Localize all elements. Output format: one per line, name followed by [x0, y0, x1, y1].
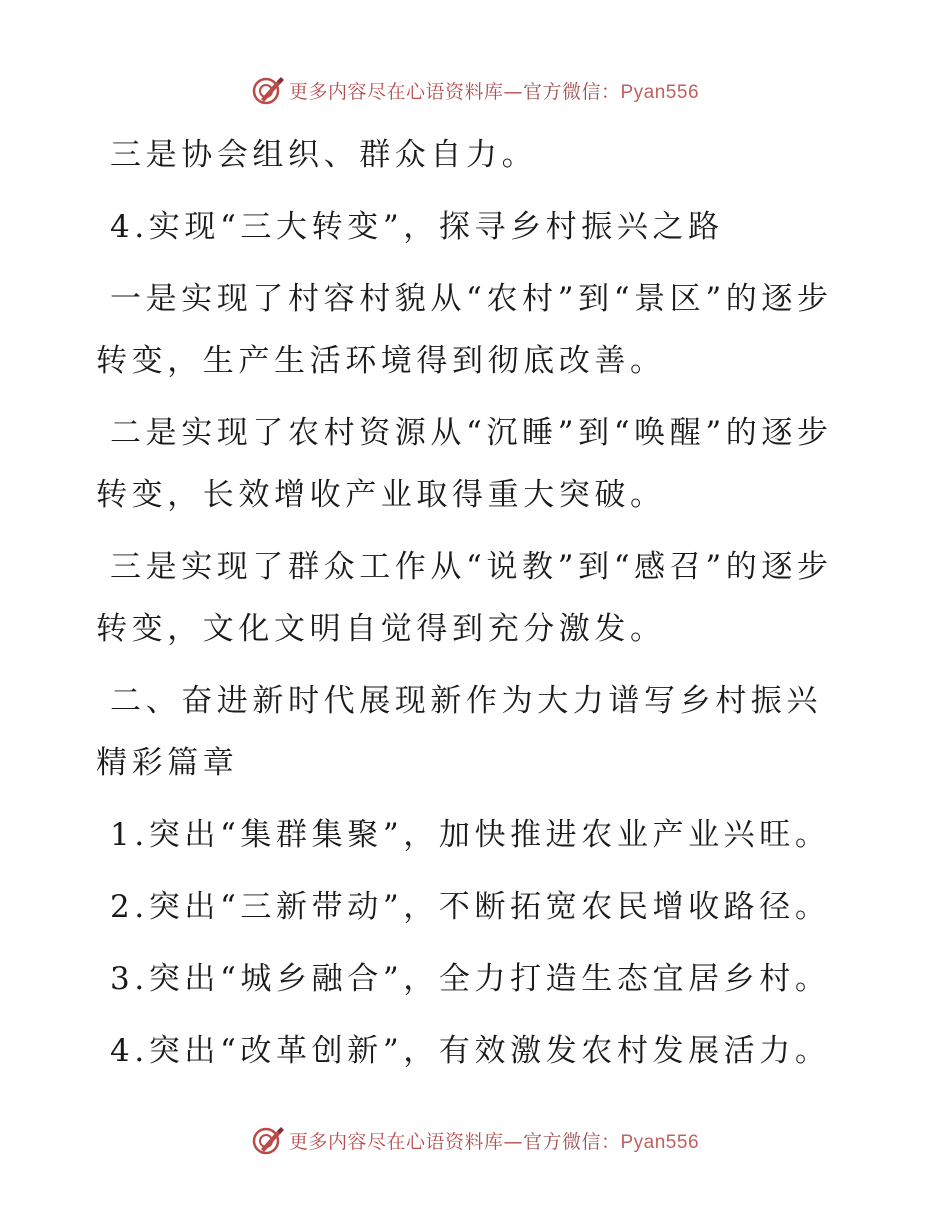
paragraph: 三是协会组织、群众自力。	[110, 137, 538, 173]
banner-wechat-label: 官方微信：	[522, 80, 621, 103]
pen-logo-icon	[251, 73, 285, 107]
banner-dash: —	[503, 1130, 523, 1153]
list-item: 3.突出“城乡融合”，全力打造生态宜居乡村。	[110, 961, 831, 997]
paragraph: 二是实现了农村资源从“沉睡”到“唤醒”的逐步转变，长效增收产业取得重大突破。	[96, 415, 833, 513]
list-item: 1.突出“集群集聚”，加快推进农业产业兴旺。	[110, 817, 831, 853]
banner-text	[289, 1127, 699, 1154]
section-heading: 二、奋进新时代展现新作为大力谱写乡村振兴精彩篇章	[96, 683, 822, 781]
pen-logo-icon	[251, 1123, 285, 1157]
banner-dash: —	[503, 80, 523, 103]
footer-banner	[0, 1120, 950, 1160]
banner-wechat-id: Pyan556	[620, 1131, 700, 1153]
banner-wechat-id: Pyan556	[620, 81, 700, 103]
section-heading: 4.实现“三大转变”，探寻乡村振兴之路	[110, 209, 724, 245]
document-body	[96, 124, 836, 1092]
list-item: 2.突出“三新带动”，不断拓宽农民增收路径。	[110, 889, 831, 925]
paragraph: 一是实现了村容村貌从“农村”到“景区”的逐步转变，生产生活环境得到彻底改善。	[96, 281, 833, 379]
list-item: 4.突出“改革创新”，有效激发农村发展活力。	[110, 1033, 831, 1069]
banner-text	[289, 77, 699, 104]
header-banner	[0, 70, 950, 110]
paragraph: 三是实现了群众工作从“说教”到“感召”的逐步转变，文化文明自觉得到充分激发。	[96, 549, 833, 647]
banner-main-text: 更多内容尽在心语资料库	[288, 80, 504, 103]
banner-main-text: 更多内容尽在心语资料库	[288, 1130, 504, 1153]
banner-wechat-label: 官方微信：	[522, 1130, 621, 1153]
